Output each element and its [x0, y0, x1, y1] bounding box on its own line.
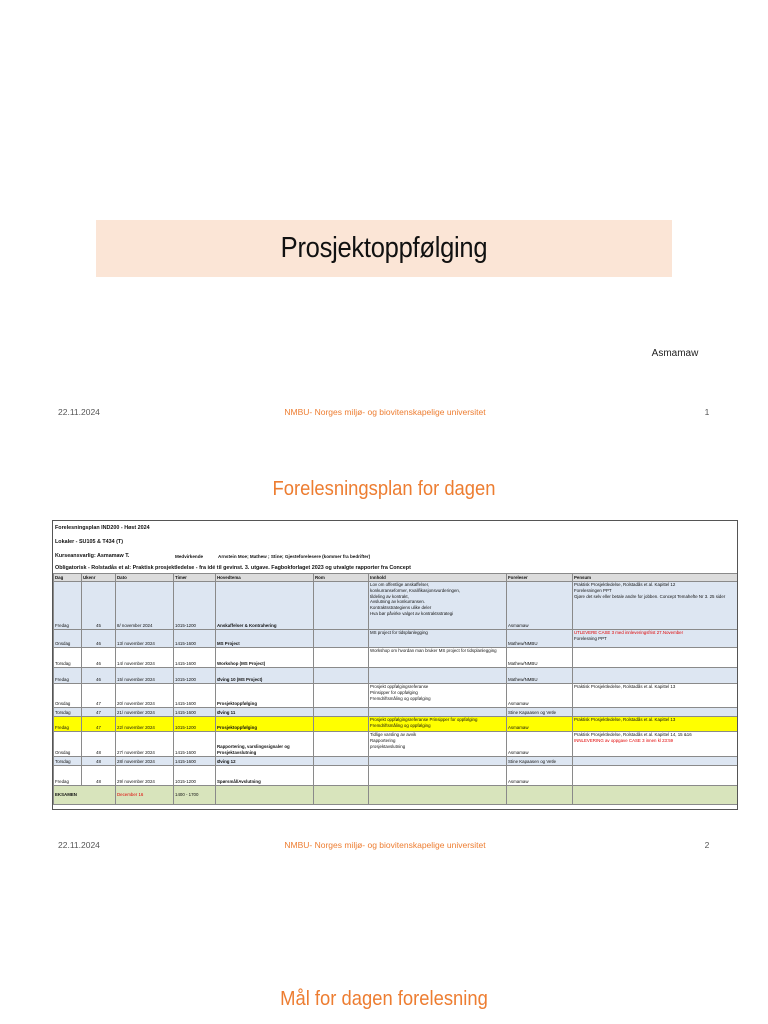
- footer-date-2: 22.11.2024: [58, 840, 100, 850]
- pensum-text: Praktisk Prosjektledelse, Rolstadås et al. Kapittel 12 Forelesningen PPT Gjøre det selv eller betale andre for jobben. Concept Temahefte Nr 3. 25 sider: [574, 582, 726, 599]
- cell-timer: 1015-1200: [174, 717, 216, 732]
- col-innhold: Innhold: [369, 574, 507, 582]
- cell-foreleser: Asmamaw: [507, 732, 573, 757]
- cell-innhold: MS project for tidsplanlegging: [369, 630, 507, 648]
- cell-innhold: Workshop om hvordan man bruker MS project for tidsplanlegging: [369, 648, 507, 668]
- exam-empty: [369, 786, 507, 805]
- cell-dag: Fredag: [54, 717, 82, 732]
- exam-empty: [507, 786, 573, 805]
- cell-foreleser: Asmamaw: [507, 717, 573, 732]
- cell-timer: 1415-1600: [174, 732, 216, 757]
- cell-rom: [314, 717, 369, 732]
- exam-label: EKSAMEN: [54, 786, 116, 805]
- col-dag: Dag: [54, 574, 82, 582]
- cell-hovedtema: Workshop (MS Project): [216, 648, 314, 668]
- cell-rom: [314, 708, 369, 717]
- cell-pensum: [573, 648, 738, 668]
- cell-dato: 13/ november 2024: [116, 630, 174, 648]
- cell-foreleser: Mathew/NMBU: [507, 630, 573, 648]
- cell-dag: Fredag: [54, 668, 82, 684]
- cell-timer: 1415-1600: [174, 648, 216, 668]
- schedule-row: [54, 582, 738, 630]
- schedule-mandatory: Obligatorisk - Rolstadås et al: Praktisk prosjektledelse - fra idé til gevinst. 3. utgave. Fagbokforlaget 2023 og utvalgte rapporter fra Concept: [55, 565, 411, 571]
- cell-foreleser: Asmamaw: [507, 766, 573, 786]
- cell-dato: 27/ november 2024: [116, 732, 174, 757]
- cell-pensum: [573, 717, 738, 732]
- cell-ukenr: 47: [82, 717, 116, 732]
- cell-dato: 21/ november 2024: [116, 708, 174, 717]
- slide-1: [0, 0, 768, 440]
- col-pensum: Pensum: [573, 574, 738, 582]
- cell-pensum: [573, 684, 738, 708]
- footer-page-number: 1: [704, 407, 710, 417]
- col-rom: Rom: [314, 574, 369, 582]
- pensum-deadline-note: UTLEVERE CASE 3 med innleveringsfrist 27.November: [574, 630, 684, 635]
- cell-pensum: [573, 757, 738, 766]
- cell-dag: Onsdag: [54, 630, 82, 648]
- cell-pensum: [573, 708, 738, 717]
- cell-dag: Fredag: [54, 582, 82, 630]
- slide-2-heading: Forelesningsplan for dagen: [272, 478, 496, 500]
- cell-rom: [314, 630, 369, 648]
- cell-hovedtema: MS Project: [216, 630, 314, 648]
- cell-rom: [314, 766, 369, 786]
- cell-foreleser: Mathew/NMBU: [507, 648, 573, 668]
- cell-pensum: [573, 732, 738, 757]
- cell-timer: 1015-1200: [174, 582, 216, 630]
- cell-rom: [314, 732, 369, 757]
- cell-foreleser: Asmamaw: [507, 582, 573, 630]
- contributors-value: Arnstein Moe; Mathew ; Stine; Gjesteforelesere (kommer fra bedrifter): [218, 554, 371, 559]
- pensum-deadline-note: INNLEVERING av oppgave CASE 3 innen kl 23:59: [574, 737, 674, 743]
- schedule-row: [54, 766, 738, 786]
- cell-dato: 14/ november 2024: [116, 648, 174, 668]
- schedule-row: [54, 717, 738, 732]
- exam-time: 1400 - 1700: [174, 786, 216, 805]
- cell-ukenr: 45: [82, 582, 116, 630]
- cell-dato: 28/ november 2024: [116, 757, 174, 766]
- cell-timer: 1415-1600: [174, 708, 216, 717]
- cell-dag: Torsdag: [54, 648, 82, 668]
- exam-empty: [573, 786, 738, 805]
- schedule-table: [52, 520, 738, 810]
- cell-hovedtema: Øving 10 (MS Project): [216, 668, 314, 684]
- cell-ukenr: 46: [82, 630, 116, 648]
- cell-dag: Fredag: [54, 766, 82, 786]
- cell-innhold: Prosjekt oppfølgingsreferanse Prinsipper for oppfølging Fremdriftsmåling og oppfølging: [369, 684, 507, 708]
- cell-dag: Torsdag: [54, 757, 82, 766]
- schedule-row: [54, 668, 738, 684]
- pensum-text: Praktisk Prosjektledelse, Rolstadås et al. Kapittel 13: [574, 684, 676, 689]
- col-timer: Timer: [174, 574, 216, 582]
- cell-dag: Onsdag: [54, 732, 82, 757]
- contributors-label: Medvirkende: [175, 554, 204, 559]
- cell-ukenr: 47: [82, 708, 116, 717]
- schedule-row: [54, 648, 738, 668]
- cell-hovedtema: Øving 11: [216, 708, 314, 717]
- cell-ukenr: 48: [82, 757, 116, 766]
- cell-ukenr: 46: [82, 668, 116, 684]
- cell-pensum: [573, 630, 738, 648]
- cell-dag: Onsdag: [54, 684, 82, 708]
- cell-timer: 1415-1600: [174, 757, 216, 766]
- schedule-grid: [53, 573, 738, 805]
- slide-title: Prosjektoppfølging: [280, 232, 488, 264]
- cell-rom: [314, 684, 369, 708]
- schedule-row: [54, 684, 738, 708]
- cell-foreleser: Stine Kapaasen og Vetle: [507, 708, 573, 717]
- cell-innhold: Tidlige varsling av avvik Rapportering prosjektavslutning: [369, 732, 507, 757]
- pensum-text: Praktisk Prosjektledelse, Rolstadås et al. Kapittel 13: [574, 717, 676, 722]
- cell-rom: [314, 648, 369, 668]
- cell-hovedtema: Rapportering, varslingssignaler og Prosjektavslutning: [216, 732, 314, 757]
- schedule-responsible: Kurseansvarlig: Asmamaw T.: [55, 553, 130, 559]
- cell-foreleser: Stine Kapaasen og Vetle: [507, 757, 573, 766]
- slide-3-heading: Mål for dagen forelesning: [280, 988, 488, 1010]
- schedule-row: [54, 708, 738, 717]
- col-hovedtema: Hovedtema: [216, 574, 314, 582]
- cell-timer: 1015-1200: [174, 766, 216, 786]
- schedule-row: [54, 630, 738, 648]
- cell-dato: 29/ november 2024: [116, 766, 174, 786]
- footer-institution: NMBU- Norges miljø- og biovitenskapelige universitet: [284, 407, 486, 417]
- footer-institution-2: NMBU- Norges miljø- og biovitenskapelige universitet: [284, 840, 486, 850]
- cell-innhold: [369, 668, 507, 684]
- cell-ukenr: 46: [82, 648, 116, 668]
- cell-hovedtema: Prosjektoppfølging: [216, 684, 314, 708]
- cell-hovedtema: Øving 12: [216, 757, 314, 766]
- footer-page-number-2: 2: [704, 840, 710, 850]
- cell-dato: 20/ november 2024: [116, 684, 174, 708]
- pensum-text: Forelesning PPT: [574, 635, 607, 641]
- schedule-header-row: [54, 574, 738, 582]
- cell-dato: 22/ november 2024: [116, 717, 174, 732]
- exam-date: December 16: [116, 786, 174, 805]
- cell-hovedtema: Prosjektoppfølging: [216, 717, 314, 732]
- cell-ukenr: 48: [82, 732, 116, 757]
- cell-ukenr: 48: [82, 766, 116, 786]
- author-name: Asmamaw: [651, 348, 699, 359]
- footer-date: 22.11.2024: [58, 407, 100, 417]
- col-foreleser: Foreleser: [507, 574, 573, 582]
- cell-innhold: [369, 757, 507, 766]
- cell-timer: 1015-1200: [174, 668, 216, 684]
- schedule-body: [54, 582, 738, 786]
- cell-ukenr: 47: [82, 684, 116, 708]
- cell-foreleser: Mathew/NMBU: [507, 668, 573, 684]
- cell-rom: [314, 757, 369, 766]
- cell-rom: [314, 668, 369, 684]
- cell-hovedtema: Anskaffelser & Kontrahering: [216, 582, 314, 630]
- cell-foreleser: Asmamaw: [507, 684, 573, 708]
- col-dato: Dato: [116, 574, 174, 582]
- exam-row: [54, 786, 738, 805]
- col-ukenr: Ukenr: [82, 574, 116, 582]
- cell-dag: Torsdag: [54, 708, 82, 717]
- pensum-text: Praktisk Prosjektledelse, Rolstadås et al. Kapittel 14, 15 &16: [574, 732, 692, 737]
- cell-timer: 1415-1600: [174, 684, 216, 708]
- cell-pensum: [573, 668, 738, 684]
- cell-hovedtema: Spørsmål/Avslutning: [216, 766, 314, 786]
- cell-innhold: [369, 708, 507, 717]
- cell-innhold: Lov om offentlige anskaffelser, konkurranseformer, Kvalifikasjonsvurderingen, tildeling av kontrakt, Avslutning av konkurransen. Kontraktsstrategiens ulike deler Hva bør påvirke valget av kontraktsstrategi: [369, 582, 507, 630]
- exam-empty: [314, 786, 369, 805]
- schedule-row: [54, 757, 738, 766]
- exam-empty: [216, 786, 314, 805]
- cell-dato: 15/ november 2024: [116, 668, 174, 684]
- cell-innhold: [369, 766, 507, 786]
- cell-pensum: [573, 582, 738, 630]
- cell-dato: 8/ november 2024: [116, 582, 174, 630]
- schedule-row: [54, 732, 738, 757]
- cell-timer: 1415-1600: [174, 630, 216, 648]
- schedule-location: Lokaler - SU105 & T434 (T): [55, 539, 124, 545]
- cell-innhold: Prosjekt oppfølgingsreferanse Prinsipper for oppfølging Fremdriftsmåling og oppfølging: [369, 717, 507, 732]
- cell-rom: [314, 582, 369, 630]
- schedule-title: Forelesningsplan IND200 - Høst 2024: [55, 525, 150, 531]
- cell-pensum: [573, 766, 738, 786]
